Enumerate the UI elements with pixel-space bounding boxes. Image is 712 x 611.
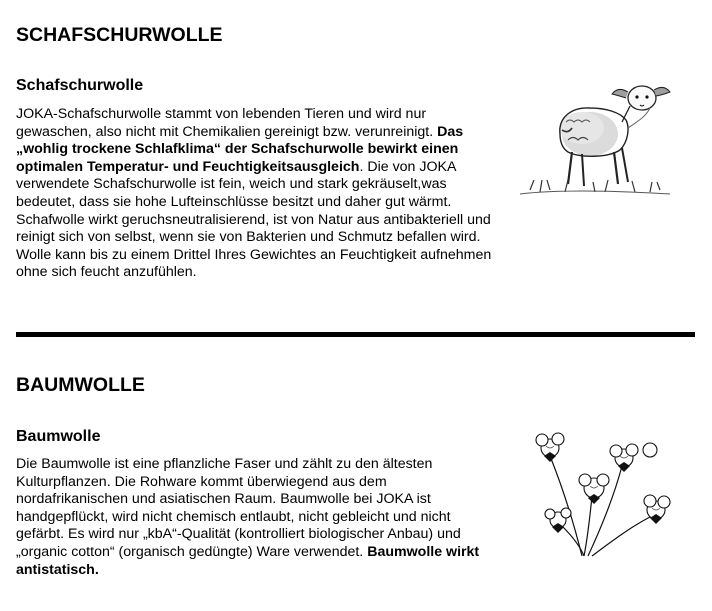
section-heading: SCHAFSCHURWOLLE (16, 24, 223, 46)
cotton-plant-illustration (522, 426, 682, 566)
paragraph-text: . Die von JOKA verwendete Schafschurwolle ist fein, weich und stark gekräuselt,was bedeutet, dass sie hohe Lufteinschlüsse besitzt und daher gut wärmt. Schafwolle wirkt geruchsneutralisierend, ist von Natur aus antibakteriell und reinigt sich von selbst, wenn sie von Bakterien und Schmutz befallen wird. Wolle kann bis zu einem Drittel Ihres Gewichtes an Feuchtigkeit aufnehmen ohne sich feucht anzufühlen. (16, 158, 492, 281)
section-paragraph (16, 106, 501, 282)
section-heading: BAUMWOLLE (16, 374, 145, 396)
paragraph-text: Die Baumwolle ist eine pflanzliche Faser und zählt zu den ältesten Kulturpflanzen. Die Rohware kommt überwiegend aus dem nordafrikanischen und asiatischen Raum. Baumwolle bei JOKA ist handgepflückt, wird nicht chemisch entlaubt, nicht gebleicht und nicht gefärbt. Es wird nur „kbA“-Qualität (kontrolliert biologischer Anbau) und „organic cotton“ (organisch gedüngte) Ware verwendet. (16, 456, 461, 560)
paragraph-bold-text: Das „wohlig trockene Schlafklima“ der Schafschurwolle bewirkt einen optimalen Temperatur- und Feuchtigkeitsausgleich (16, 123, 464, 175)
paragraph-text: JOKA-Schafschurwolle stammt von lebenden Tieren und wird nur gewaschen, also nicht mit Chemikalien gereinigt bzw. verunreinigt. (16, 106, 438, 140)
sheep-illustration (510, 72, 680, 202)
section-divider (16, 332, 695, 337)
section-paragraph (16, 456, 501, 579)
section-subheading: Schafschurwolle (16, 77, 144, 94)
paragraph-bold-text: Baumwolle wirkt antistatisch. (16, 543, 480, 578)
section-subheading: Baumwolle (16, 428, 101, 445)
